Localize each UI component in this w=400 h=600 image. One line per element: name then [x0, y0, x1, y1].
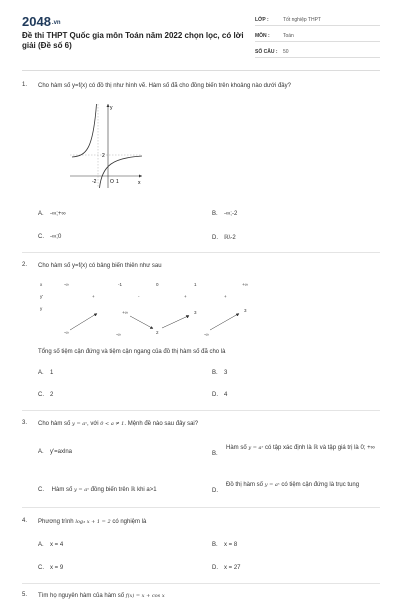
text-part: Cho hàm số — [38, 421, 71, 427]
question-text: Cho hàm số y=f(x) có bảng biến thiên như sau — [38, 263, 162, 269]
text-part: Phương trình — [38, 519, 74, 525]
arrow-up — [162, 316, 188, 328]
option-text — [226, 443, 382, 453]
q3-option-c[interactable] — [38, 486, 157, 493]
meta-value: Toán — [283, 33, 294, 39]
q1-option-a[interactable] — [38, 211, 66, 217]
math-expression: y = aˣ — [264, 482, 280, 488]
arrowhead — [236, 314, 239, 317]
meta-key: MÔN : — [255, 33, 270, 39]
question-text — [38, 518, 378, 526]
option-text: -∞;0 — [50, 234, 62, 240]
option-letter: D. — [212, 565, 218, 571]
question-number: 5. — [22, 592, 28, 598]
option-text: x = 9 — [50, 565, 64, 571]
q4-option-a[interactable] — [38, 542, 63, 548]
q4-option-c[interactable] — [38, 565, 63, 571]
logo-suffix: .vn — [51, 19, 61, 26]
q1-option-b[interactable] — [212, 211, 237, 217]
logo-text: 2048 — [22, 14, 51, 29]
option-text: 1 — [50, 370, 54, 376]
question-number: 1. — [22, 82, 28, 88]
option-letter: D. — [212, 488, 218, 494]
question-divider — [22, 410, 380, 411]
option-letter: B. — [212, 542, 218, 548]
option-text: ℝ\-2 — [224, 235, 236, 241]
option-letter: A. — [38, 542, 44, 548]
row-label-x: x — [40, 282, 43, 287]
option-text: y'=axlna — [50, 449, 72, 455]
derivative-sign: - — [138, 294, 140, 299]
text-part: Đồ thị hàm số — [226, 482, 264, 488]
arrow-up — [210, 314, 238, 330]
derivative-sign: + — [224, 294, 227, 299]
question-divider — [22, 252, 380, 253]
meta-subject — [255, 30, 380, 42]
question-text: Tổng số tiệm cận đứng và tiệm cận ngang của đồ thị hàm số đã cho là — [38, 349, 226, 355]
option-letter: D. — [212, 392, 218, 398]
y-value: 2 — [156, 330, 159, 335]
option-letter: B. — [212, 211, 218, 217]
x-value: +∞ — [242, 282, 248, 287]
q3-option-b[interactable] — [212, 443, 382, 457]
option-text: -∞;+∞ — [50, 211, 66, 217]
text-part: Hàm số — [51, 487, 73, 493]
option-text: x = 4 — [50, 542, 64, 548]
option-letter: B. — [212, 451, 218, 457]
text-part: . Mệnh đề nào sau đây sai? — [124, 421, 199, 427]
q2-option-d[interactable] — [212, 392, 227, 398]
variation-table — [38, 278, 268, 340]
x-axis-arrow — [139, 175, 142, 178]
meta-key: LỚP : — [255, 17, 269, 23]
math-expression: log₃ x + 1 = 2 — [75, 519, 111, 525]
y-value: +∞ — [122, 310, 128, 315]
tick-label-neg2: -2 — [92, 179, 97, 185]
text-part: đồng biến trên ℝ khi a>1 — [90, 487, 157, 493]
question-divider — [22, 507, 380, 508]
question-text — [38, 592, 378, 600]
option-text: 3 — [224, 370, 228, 376]
arrowhead — [150, 327, 153, 329]
tick-label-2: 2 — [102, 153, 105, 159]
arrow-down — [130, 316, 152, 328]
meta-value: 50 — [283, 49, 289, 55]
math-expression: f(x) = x + cos x — [125, 593, 165, 599]
y-value: -∞ — [64, 330, 69, 335]
derivative-sign: + — [184, 294, 187, 299]
meta-class — [255, 14, 380, 26]
x-axis-label: x — [138, 180, 141, 186]
y-value: -∞ — [116, 332, 121, 337]
math-expression: y = aˣ — [248, 445, 264, 451]
q1-option-c[interactable] — [38, 234, 61, 240]
option-letter: A. — [38, 449, 44, 455]
q1-graph — [68, 100, 148, 192]
arrowhead — [94, 314, 97, 317]
option-text: 4 — [224, 392, 228, 398]
y-axis-label: y — [110, 105, 113, 111]
exam-meta — [255, 14, 380, 62]
text-part: Tìm họ nguyên hàm của hàm số — [38, 593, 125, 599]
math-expression: 0 < a ≠ 1 — [100, 421, 125, 427]
y-value: 3 — [194, 310, 197, 315]
exam-title: Đề thi THPT Quốc gia môn Toán năm 2022 chọn lọc, có lời giải (Đề số 6) — [22, 31, 244, 50]
option-letter: C. — [38, 487, 44, 493]
math-expression: y = aˣ — [72, 421, 87, 427]
option-letter: A. — [38, 370, 44, 376]
meta-key: SỐ CÂU : — [255, 49, 278, 55]
x-value: 0 — [156, 282, 159, 287]
math-expression: y = aˣ — [74, 487, 89, 493]
q2-option-a[interactable] — [38, 370, 53, 376]
q4-option-b[interactable] — [212, 542, 237, 548]
option-letter: C. — [38, 234, 44, 240]
question-divider — [22, 583, 380, 584]
option-letter: B. — [212, 370, 218, 376]
y-value: 3 — [244, 308, 247, 313]
question-text — [38, 420, 378, 428]
q3-option-d[interactable] — [212, 480, 382, 494]
option-text: 2 — [50, 392, 54, 398]
arrow-up — [70, 314, 96, 330]
option-letter: C. — [38, 392, 44, 398]
option-letter: C. — [38, 565, 44, 571]
question-number: 2. — [22, 262, 28, 268]
text-part: Hàm số — [226, 445, 247, 451]
origin-label: O — [110, 179, 114, 185]
x-value: 1 — [194, 282, 197, 287]
option-letter: A. — [38, 211, 44, 217]
question-text: Cho hàm số y=f(x) có đồ thị như hình vẽ. Hàm số đã cho đồng biến trên khoảng nào dưới đây? — [38, 83, 291, 89]
option-text: x = 8 — [224, 542, 238, 548]
q2-option-b[interactable] — [212, 370, 227, 376]
q1-option-d[interactable] — [212, 234, 236, 241]
option-text — [226, 480, 382, 490]
q4-option-d[interactable] — [212, 565, 241, 571]
text-part: có tiệm cận đứng là trục tung — [281, 482, 360, 488]
option-letter: D. — [212, 235, 218, 241]
tick-label-1: 1 — [116, 179, 119, 185]
question-number: 4. — [22, 518, 28, 524]
q2-option-c[interactable] — [38, 392, 53, 398]
text-part: có tập xác định là ℝ và tập giá trị là 0; +∞ — [264, 445, 375, 451]
question-number: 3. — [22, 420, 28, 426]
x-value: -1 — [118, 282, 123, 287]
option-text: x = 27 — [224, 565, 241, 571]
y-value: -∞ — [204, 332, 209, 337]
curve-right-branch — [100, 156, 143, 188]
header-divider — [22, 70, 380, 71]
meta-count — [255, 46, 380, 58]
text-part: , với — [86, 421, 99, 427]
row-label-y: y — [40, 306, 43, 311]
text-part: có nghiệm là — [112, 519, 147, 525]
curve-left-branch — [72, 104, 97, 157]
meta-value: Tốt nghiệp THPT — [283, 17, 321, 23]
derivative-sign: + — [92, 294, 95, 299]
x-value: -∞ — [64, 282, 69, 287]
row-label-yprime: y' — [40, 294, 44, 299]
q3-option-a[interactable] — [38, 449, 72, 455]
option-text: -∞;-2 — [224, 211, 238, 217]
site-logo[interactable] — [22, 14, 61, 29]
